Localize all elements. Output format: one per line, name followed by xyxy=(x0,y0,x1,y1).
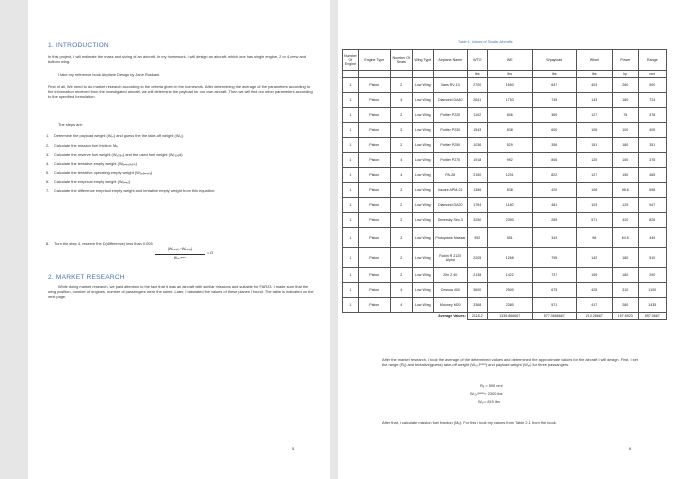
table-cell: 150 xyxy=(612,153,638,168)
step-item: 4. Calculate the tentative empty weight (Wₑₘₚₜᵧₜₑₙₜ) xyxy=(46,161,138,166)
table-cell: 1 xyxy=(343,198,359,213)
table-cell: 1 xyxy=(343,213,359,228)
table-cell: 465 xyxy=(638,168,666,183)
table-cell: 1422 xyxy=(487,268,532,283)
page-6 xyxy=(338,0,680,479)
table-cell: 4 xyxy=(390,93,412,108)
table-cell: 795 xyxy=(532,248,576,268)
table-cell: 1 xyxy=(343,168,359,183)
table-cell: Piston xyxy=(358,213,390,228)
step-item: 1. Determine the payload weight (Wₚₗ) and guess the the take-off weight (Wₜₒ) xyxy=(46,133,184,138)
header-cell: Wing Type xyxy=(412,50,433,71)
page-number: 5 xyxy=(292,446,295,451)
table-cell: 1650 xyxy=(487,78,532,93)
table-cell: 1036 xyxy=(467,138,487,153)
table-header-row xyxy=(343,50,667,71)
table-cell: 1918 xyxy=(467,153,487,168)
table-row xyxy=(343,248,667,268)
table-cell: Low Wing xyxy=(412,78,433,93)
table-cell: 2138 xyxy=(467,268,487,283)
table-cell: 369 xyxy=(532,108,576,123)
table-cell: 420 xyxy=(532,183,576,198)
table-cell: Pottier P220 xyxy=(433,108,467,123)
average-cell: 213.26667 xyxy=(576,313,612,320)
table-row xyxy=(343,153,667,168)
table-cell: 1102 xyxy=(467,108,487,123)
table-cell: Low Wing xyxy=(412,183,433,198)
table-cell: Zlin Z 40 xyxy=(433,268,467,283)
table-cell: 127 xyxy=(576,168,612,183)
difference-equation: |Wₑₘₚₜᵧ−Wₑₘₚᵣ| Wₜₒ,ᵍᵘᵉˢˢ = D xyxy=(155,247,221,267)
table-cell: 571 xyxy=(576,213,612,228)
table-cell: 1 xyxy=(343,268,359,283)
table-cell: 180 xyxy=(612,93,638,108)
unit-cell: lbs xyxy=(467,71,487,78)
table-cell: 1 xyxy=(343,93,359,108)
table-cell: 724 xyxy=(638,93,666,108)
table-cell: 2150 xyxy=(467,168,487,183)
table-cell: Piston xyxy=(358,248,390,268)
table-cell: Low Wing xyxy=(412,108,433,123)
table-cell: 1543 xyxy=(467,123,487,138)
intro-paragraph-1: In this project, I will estimate the mass and sizing of an aircraft. In my homework, i will design an aircraft, which one has single engine, 2 or 4 crew and bottom wing. xyxy=(48,54,306,64)
table-cell: 598 xyxy=(638,183,666,198)
step-item: 3. Calculate the reserve fuel weight (Wₜₒᵣₑₛ) and the used fuel weight (Wₜᵤₛₑd) xyxy=(46,152,183,157)
table-cell: Piston xyxy=(358,108,390,123)
table-cell: 343 xyxy=(532,228,576,248)
steps-intro: The steps are: xyxy=(58,122,83,127)
table-cell: Piston xyxy=(358,268,390,283)
table-cell: 1 xyxy=(343,78,359,93)
table-cell: Cessna 400 xyxy=(433,283,467,298)
table-cell: 806 xyxy=(532,153,576,168)
table-cell: 2 xyxy=(390,108,412,123)
table-cell: 647 xyxy=(532,78,576,93)
table-cell: 822 xyxy=(532,168,576,183)
header-cell: Wpayload xyxy=(532,50,576,71)
table-cell: 108 xyxy=(576,183,612,198)
table-cell: 481 xyxy=(532,198,576,213)
table-cell: 992 xyxy=(487,153,532,168)
table-cell: 98.6 xyxy=(612,183,638,198)
step-item: 7. Calculate the difference emprical empty weight and tentative empty weight from this equation: xyxy=(46,188,216,193)
table-row xyxy=(343,138,667,153)
table-cell: 378 xyxy=(638,108,666,123)
table-cell: Piston xyxy=(358,123,390,138)
intro-paragraph-2: I take my reference book Airplane Design by Jane Roskam. xyxy=(58,72,161,77)
table-cell: 600 xyxy=(532,123,576,138)
table-cell: 143 xyxy=(576,93,612,108)
table-cell: PA-28 xyxy=(433,168,467,183)
table-cell: 403 xyxy=(576,78,612,93)
table-row xyxy=(343,298,667,313)
table-cell: 3368 xyxy=(467,298,487,313)
table-cell: 150 xyxy=(612,168,638,183)
table-cell: 510 xyxy=(638,248,666,268)
table-cell: 159 xyxy=(576,268,612,283)
table-cell: 1366 xyxy=(467,183,487,198)
table-cell: 1 xyxy=(343,123,359,138)
table-cell: Low Wing xyxy=(412,213,433,228)
average-cell: 1339.866667 xyxy=(487,313,532,320)
table-row xyxy=(343,123,667,138)
table-cell: 120 xyxy=(576,153,612,168)
table-cell: 4 xyxy=(390,298,412,313)
given-payload-weight: Wₚₗ= 815 lbs xyxy=(478,399,500,404)
table-cell: 2641 xyxy=(467,93,487,108)
table-cell: 151 xyxy=(576,138,612,153)
table-cell: Low Wing xyxy=(412,93,433,108)
table-cell: Protoplane Massai xyxy=(433,228,467,248)
table-cell: 992 xyxy=(467,228,487,248)
table-caption: Table 1: Values of Similar Aircrafts xyxy=(458,40,513,44)
step-item: 8. Turn the step 4, reserve the D(difference) less than 0.005 xyxy=(46,241,153,246)
table-cell: 260 xyxy=(612,78,638,93)
table-cell: 4 xyxy=(390,283,412,298)
table-cell: Robin R 2120 Alpha xyxy=(433,248,467,268)
table-cell: 737 xyxy=(532,268,576,283)
table-cell: Pottier P230 xyxy=(433,123,467,138)
table-row xyxy=(343,168,667,183)
table-cell: Piston xyxy=(358,93,390,108)
table-cell: 351 xyxy=(638,138,666,153)
table-row xyxy=(343,108,667,123)
table-cell: 2 xyxy=(390,228,412,248)
paragraph-averages: After the market research, I took the average of the determined values and determined the approximate values for the aircraft I will design. First, I set the range (Rₑ) and tentative(guess) take-off weight (Wₜₒ,ᵍᵘᵉˢˢ) and payload weight (Wₚₗ) for three passangers. xyxy=(382,357,638,367)
table-cell: 2 xyxy=(390,248,412,268)
table-cell: Piston xyxy=(358,228,390,248)
table-cell: 425 xyxy=(576,283,612,298)
table-cell: Piston xyxy=(358,168,390,183)
table-row xyxy=(343,283,667,298)
table-cell: Mooney M20 xyxy=(433,298,467,313)
table-cell: 606 xyxy=(487,108,532,123)
step-item: 6. Calculate the emprical empty weight (Wₑₘₚᵣ) xyxy=(46,179,131,184)
section-heading-market-research: 2. MARKET RESEARCH xyxy=(48,274,125,281)
table-cell: 3 xyxy=(390,123,412,138)
given-takeoff-weight: Wₜₒ,ᵍᵘᵉˢˢ= 2300 lbs xyxy=(470,391,503,396)
unit-cell: lbs xyxy=(532,71,576,78)
table-cell: 1 xyxy=(343,283,359,298)
given-range: Rₑ = 590 nmi xyxy=(480,383,503,388)
average-cell: 197.6923 xyxy=(612,313,638,320)
table-cell: 838 xyxy=(487,183,532,198)
table-cell: 2380 xyxy=(487,298,532,313)
table-cell: Piston xyxy=(358,283,390,298)
table-cell: Piston xyxy=(358,78,390,93)
table-cell: 571 xyxy=(532,298,576,313)
market-paragraph: While doing market research, we paid attention to the fact that it was an aircraft with similar missions and suitable for FAR23. I made sure that the wing position, number of engines, number of passengers were the same. Later, I tabulated the values of these planes I found. The table is indicated on the next page. xyxy=(48,284,314,299)
table-cell: 745 xyxy=(532,93,576,108)
table-cell: 103 xyxy=(576,198,612,213)
table-cell: Low Wing xyxy=(412,268,433,283)
page-number: 6 xyxy=(629,446,632,451)
table-cell: 142 xyxy=(576,248,612,268)
table-cell: 1 xyxy=(343,153,359,168)
table-row xyxy=(343,213,667,228)
table-cell: 180 xyxy=(612,268,638,283)
table-row xyxy=(343,183,667,198)
header-cell: Range xyxy=(638,50,666,71)
table-cell: 420 xyxy=(612,213,638,228)
table-cell: 405 xyxy=(638,123,666,138)
table-row xyxy=(343,228,667,248)
table-cell: Diamond DA40 xyxy=(433,93,467,108)
table-cell: Pottier P270 xyxy=(433,153,467,168)
header-cell: Wfuel xyxy=(576,50,612,71)
table-cell: 2390 xyxy=(487,213,532,228)
header-cell: WTO xyxy=(467,50,487,71)
table-cell: 1180 xyxy=(487,198,532,213)
table-cell: 2 xyxy=(390,138,412,153)
table-cell: 4 xyxy=(390,168,412,183)
table-cell: 1 xyxy=(343,228,359,248)
table-cell: 105 xyxy=(576,123,612,138)
table-cell: 3250 xyxy=(467,213,487,228)
table-cell: Diamond DA20 xyxy=(433,198,467,213)
intro-paragraph-3: First of all, We need to do market research according to the criteria given in the homework. After determining the average of the parameters according to the information received from the investigated aircraft, we will determine the payload for our own aircraft. Then we will find our other parameters according to the specified formulation. xyxy=(48,84,313,99)
unit-cell: nmi xyxy=(638,71,666,78)
step-item: 5. Calculate the tentative operating empty weight (Wₒₚₑₘₚₜᵧ) xyxy=(46,170,153,175)
table-cell: 1 xyxy=(343,298,359,313)
table-cell: Piston xyxy=(358,198,390,213)
table-cell: 1 xyxy=(343,138,359,153)
similar-aircraft-table xyxy=(342,49,667,320)
table-cell: Piston xyxy=(358,298,390,313)
table-cell: 547 xyxy=(638,198,666,213)
table-cell: 2205 xyxy=(467,248,487,268)
table-cell: 1268 xyxy=(487,248,532,268)
table-cell: 1753 xyxy=(487,93,532,108)
table-cell: 180 xyxy=(612,138,638,153)
unit-cell: hp xyxy=(612,71,638,78)
table-cell: Low Wing xyxy=(412,298,433,313)
table-cell: 2 xyxy=(390,268,412,283)
table-cell: 280 xyxy=(612,298,638,313)
table-cell: 1 xyxy=(343,183,359,198)
table-cell: 500 xyxy=(638,78,666,93)
table-cell: Low Wing xyxy=(412,248,433,268)
table-cell: Low Wing xyxy=(412,168,433,183)
table-cell: 1435 xyxy=(638,298,666,313)
table-cell: 449 xyxy=(638,228,666,248)
table-cell: 675 xyxy=(532,283,576,298)
table-cell: 1100 xyxy=(638,283,666,298)
average-cell: 577.0666667 xyxy=(532,313,576,320)
table-cell: 2700 xyxy=(467,78,487,93)
table-cell: 125 xyxy=(612,198,638,213)
table-cell: Issoire APM-21 xyxy=(433,183,467,198)
table-cell: Piston xyxy=(358,153,390,168)
header-cell: WE xyxy=(487,50,532,71)
table-cell: 100 xyxy=(612,123,638,138)
table-cell: Low Wing xyxy=(412,138,433,153)
table-cell: 2 xyxy=(390,78,412,93)
unit-cell: lbs xyxy=(487,71,532,78)
header-cell: Number Of Seats xyxy=(390,50,412,71)
table-cell: 289 xyxy=(532,213,576,228)
table-cell: 826 xyxy=(638,213,666,228)
table-cell: Low Wing xyxy=(412,153,433,168)
table-row xyxy=(343,198,667,213)
header-cell: Airplane Name xyxy=(433,50,467,71)
table-cell: 551 xyxy=(487,228,532,248)
unit-cell: lbs xyxy=(576,71,612,78)
table-cell: Seversky Sev-3 xyxy=(433,213,467,228)
average-label: Average Values: xyxy=(438,314,466,319)
table-row xyxy=(343,78,667,93)
table-cell: 1 xyxy=(343,108,359,123)
header-cell: Number Of Engine xyxy=(343,50,359,71)
table-cell: 2 xyxy=(390,183,412,198)
table-cell: 310 xyxy=(612,283,638,298)
units-row xyxy=(343,71,667,78)
average-cell: 597.0667 xyxy=(638,313,666,320)
table-cell: 378 xyxy=(638,153,666,168)
table-cell: 2500 xyxy=(487,283,532,298)
table-cell: 290 xyxy=(638,268,666,283)
header-cell: Power xyxy=(612,50,638,71)
table-cell: 529 xyxy=(487,138,532,153)
table-cell: Vans RV-10 xyxy=(433,78,467,93)
table-cell: Pottier P250 xyxy=(433,138,467,153)
table-cell: 4 xyxy=(390,153,412,168)
page-5 xyxy=(28,0,330,479)
table-cell: Low Wing xyxy=(412,198,433,213)
table-cell: 64.5 xyxy=(612,228,638,248)
table-cell: 127 xyxy=(576,108,612,123)
table-cell: Piston xyxy=(358,183,390,198)
table-row xyxy=(343,268,667,283)
table-cell: 180 xyxy=(612,248,638,268)
table-cell: 356 xyxy=(532,138,576,153)
table-cell: 98 xyxy=(576,228,612,248)
table-cell: 3600 xyxy=(467,283,487,298)
table-cell: 2 xyxy=(390,213,412,228)
table-cell: Low Wing xyxy=(412,283,433,298)
table-cell: Low Wing xyxy=(412,123,433,138)
table-cell: 417 xyxy=(576,298,612,313)
section-heading-introduction: 1. INTRODUCTION xyxy=(48,42,109,49)
header-cell: Engine Type xyxy=(358,50,390,71)
average-row xyxy=(343,313,667,320)
table-cell: Piston xyxy=(358,138,390,153)
table-cell: 1764 xyxy=(467,198,487,213)
paragraph-fuel-fraction: After that, i calculate mission fuel fraction (Mₑ). For this i took my values from Table 2.1 from the book. xyxy=(382,420,557,425)
table-row xyxy=(343,93,667,108)
table-cell: 1201 xyxy=(487,168,532,183)
table-cell: 838 xyxy=(487,123,532,138)
table-cell: Low Wing xyxy=(412,228,433,248)
table-cell: 75 xyxy=(612,108,638,123)
table-cell: 2 xyxy=(390,198,412,213)
step-item: 2. Calculate the mission fuel friction: Mₑ xyxy=(46,143,118,148)
table-cell: 1 xyxy=(343,248,359,268)
average-cell: 2118.2 xyxy=(467,313,487,320)
